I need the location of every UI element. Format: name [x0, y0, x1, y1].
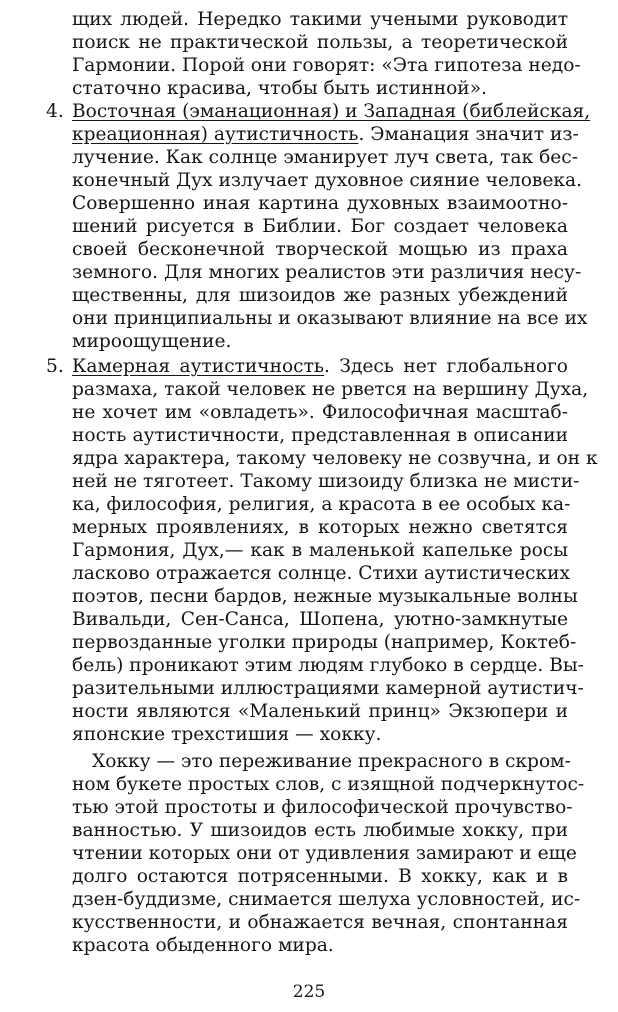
text-line: они принципиальны и оказывают влияние на все их — [72, 308, 588, 329]
text-line: ядра характера, такому человеку не созвучна, и он к — [72, 448, 598, 469]
text-line: первозданные уголки природы (например, Коктеб- — [72, 632, 577, 653]
text-line: шений рисуется в Библии. Бог создает человека — [72, 216, 568, 237]
text-line: поэтов, песни бардов, нежные музыкальные волны — [72, 586, 578, 607]
text-line: кусственности, и обнажается вечная, спонтанная — [72, 912, 568, 933]
text-line: Гармонии. Порой они говорят: «Эта гипотеза недо- — [72, 55, 581, 76]
text-line: размаха, такой человек не рвется на вершину Духа, — [72, 379, 589, 400]
text-line: чтении которых они от удивления замирают и еще — [72, 843, 577, 864]
text-line: долго остаются потрясенными. В хокку, как и в — [72, 866, 568, 887]
item5-heading: Камерная аутистичность — [72, 356, 324, 377]
text-line: ка, философия, религия, а красота в ее особых ка- — [72, 494, 571, 515]
text-line: красота обыденного мира. — [72, 935, 334, 956]
text-line: ласково отражается солнце. Стихи аутистических — [72, 563, 571, 584]
item4-heading-line2 — [72, 123, 579, 146]
text-line: мерных проявлениях, в которых нежно светятся — [72, 517, 568, 538]
list-number: 5. — [46, 356, 64, 377]
item4-line-rest: . Эманация значит из- — [358, 124, 579, 145]
item4-heading-part1: Восточная (эманационная) и Западная (библейская, — [72, 101, 591, 122]
text-line: ванностью. У шизоидов есть любимые хокку, при — [72, 820, 568, 841]
text-line: разительными иллюстрациями камерной аутистич- — [72, 678, 584, 699]
text-line: лучение. Как солнце эманирует луч света, так бес- — [72, 147, 578, 168]
item4-heading-line — [72, 100, 591, 123]
list-number: 4. — [46, 101, 64, 122]
text-line: конечный Дух излучает духовное сияние человека. — [72, 170, 582, 191]
text-line: дзен-буддизме, снимается шелуха условностей, ис- — [72, 889, 581, 910]
text-line: своей бесконечной творческой мощью из праха — [72, 239, 568, 260]
text-line: японские трехстишия — хокку. — [72, 724, 382, 745]
text-line: Совершенно иная картина духовных взаимоотно- — [72, 193, 568, 214]
item4-heading-part2: креационная) аутистичность — [72, 124, 359, 145]
text-line: ности являются «Маленький принц» Экзюпери и — [72, 701, 568, 722]
text-line: ность аутистичности, представленная в описании — [72, 425, 568, 446]
text-line: статочно красива, чтобы быть истинной». — [72, 78, 487, 99]
text-line: щественны, для шизоидов же разных убеждений — [72, 285, 568, 306]
text-line: земного. Для многих реалистов эти различия несу- — [72, 262, 582, 283]
text-line: Хокку — это переживание прекрасного в скром- — [92, 751, 571, 772]
text-line: поиск не практической пользы, а теоретической — [72, 32, 568, 53]
item5-heading-line — [72, 355, 568, 378]
text-line: ней не тяготеет. Такому шизоиду близка не мисти- — [72, 471, 580, 492]
text-line: щих людей. Нередко такими учеными руководит — [72, 9, 568, 30]
text-line: мироощущение. — [72, 331, 232, 352]
text-line: Вивальди, Сен-Санса, Шопена, уютно-замкнутые — [72, 609, 568, 630]
text-line: Гармония, Дух,— как в маленькой капельке росы — [72, 540, 568, 561]
text-line: ном букете простых слов, с изящной подчеркнутос- — [72, 774, 585, 795]
text-line: бель) проникают этим людям глубоко в сердце. Вы- — [72, 655, 584, 676]
text-line: не хочет им «овладеть». Философичная масштаб- — [72, 402, 568, 423]
page-number: 225 — [292, 982, 326, 1002]
text-line: тью этой простоты и философической прочувство- — [72, 797, 573, 818]
item5-line-rest: . Здесь нет глобального — [324, 356, 568, 377]
